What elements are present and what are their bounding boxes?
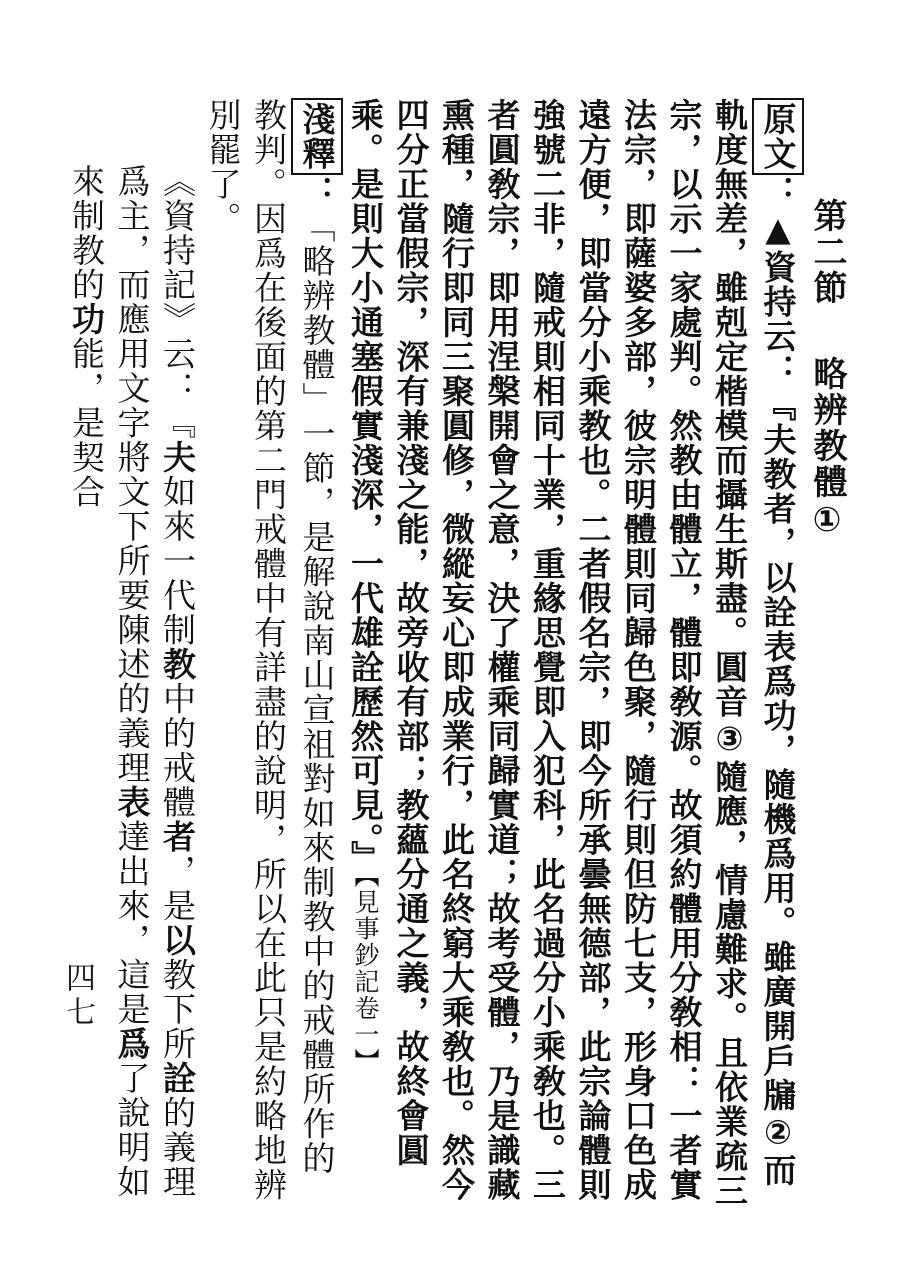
commentary-text-2-f: 達出來，這是 — [112, 819, 152, 1027]
commentary-paragraph-1 — [200, 98, 343, 1208]
source-citation: 【見事鈔記卷一】 — [351, 875, 380, 1075]
commentary-label: 淺釋 — [291, 98, 343, 175]
quoted-term-4: 以 — [158, 923, 197, 958]
footnote-marker-3: ③ — [710, 719, 749, 760]
commentary-text-2-b: 中的戒體 — [158, 681, 197, 820]
commentary-text-1: 「略辨教體」一節，是解說南山宣祖對如來制教中的戒體所作的教判。因爲在後面的第二門戒體中有詳盡的說明，所以在此只是約略地辨別罷了。 — [203, 98, 337, 1202]
quoted-term-8: 功 — [67, 302, 106, 337]
footnote-marker: ① — [807, 500, 847, 542]
quoted-term-1: 夫 — [158, 440, 197, 475]
page-number: 四七 — [60, 962, 95, 1030]
quoted-term-7: 爲 — [112, 1026, 152, 1061]
commentary-text-2-intro: 《資持記》云：『 — [158, 164, 197, 440]
commentary-text-2-d: 教下所 — [158, 957, 197, 1061]
commentary-paragraph-2 — [64, 98, 201, 1208]
commentary-text-2-a: 如來一代制 — [158, 474, 197, 647]
commentary-text-2-e: 的義理爲主，而應用文字將文下所要陳述的義理 — [112, 164, 197, 1199]
commentary-text-2-g: 了說明如來制教的 — [67, 164, 152, 1199]
original-text-part-3: 隨應，情慮難求。且依業疏三宗，以示一家處判。然教由體立，體即敎源。故須約體用分敎相：一者實法宗，即薩婆多部，彼宗明體則同歸色聚，隨行則但防七支，形身口色成遠方便，即當分小乘教也。二者假名宗，即今所承曇無德部，此宗論體則強號二非，隨戒則相同十業，重緣思覺即入犯科，此名過分小乘敎也。三者圓敎宗，即用涅槃開會之意，決了權乘同歸實道；故考受體，乃是識藏熏種，隨行即同三聚圓修，微縱妄心即成業行，此名終窮大乘敎也。然今四分正當假宗，深有兼淺之能，故旁收有部；教蘊分通之義，故終會圓乘。是則大小通塞假實淺深，一代雄詮歷然可見。』 — [346, 98, 749, 1208]
vertical-text-block — [64, 98, 850, 1208]
quoted-term-3: 者 — [158, 819, 197, 854]
section-number: 第二節 — [807, 198, 847, 306]
original-text-label: 原文 — [752, 98, 804, 175]
footnote-marker-2: ② — [758, 1112, 798, 1153]
quoted-term-2: 教 — [158, 647, 197, 682]
commentary-text-2-h: 能，是契合 — [67, 336, 106, 509]
original-text-part-2: 而軌度無差，雖剋定楷模而攝生斯盡。圓音 — [710, 98, 798, 1188]
commentary-label-colon: ： — [297, 175, 337, 210]
section-heading — [804, 98, 850, 1208]
quoted-term-5: 詮 — [158, 1061, 197, 1096]
quoted-term-6: 表 — [112, 785, 152, 820]
original-text-paragraph — [343, 98, 804, 1208]
original-text-part-1: ▲資持云：『夫教者，以詮表爲功，隨機爲用。雖廣開戶牖 — [758, 209, 798, 1113]
section-title: 略辨教體 — [807, 356, 847, 500]
commentary-text-2-c: ，是 — [158, 854, 197, 923]
original-label-colon: ： — [758, 175, 798, 210]
